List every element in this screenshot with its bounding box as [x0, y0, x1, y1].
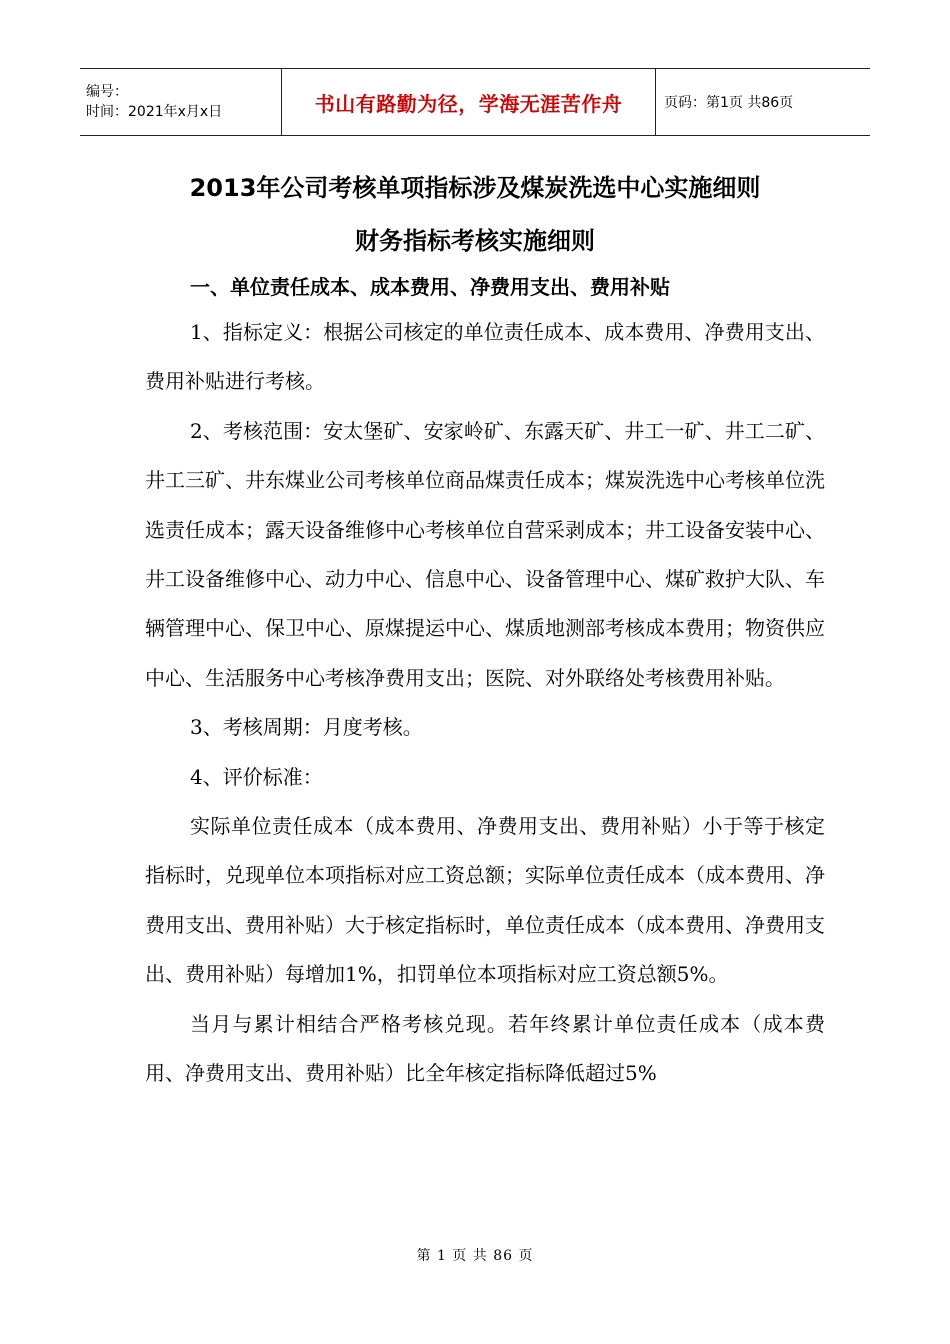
paragraph-standard-detail: 实际单位责任成本（成本费用、净费用支出、费用补贴）小于等于核定指标时，兑现单位本项指标对应工资总额；实际单位责任成本（成本费用、净费用支出、费用补贴）大于核定指标时，单位责任成本（成本费用、净费用支出、费用补贴）每增加1%，扣罚单位本项指标对应工资总额5%。	[145, 814, 825, 987]
section-heading: 一、单位责任成本、成本费用、净费用支出、费用补贴	[190, 275, 670, 299]
document-subtitle: 财务指标考核实施细则	[355, 227, 595, 255]
header-page-info: 页码：第1页 共86页	[664, 95, 794, 111]
body-text	[145, 308, 825, 1099]
page-footer: 第 1 页 共 86 页	[416, 1248, 534, 1264]
paragraph-assessment-scope: 2、考核范围：安太堡矿、安家岭矿、东露天矿、井工一矿、井工二矿、井工三矿、井东煤业公司考核单位商品煤责任成本；煤炭洗选中心考核单位洗选责任成本；露天设备维修中心考核单位自营采剥成本；井工设备安装中心、井工设备维修中心、动力中心、信息中心、设备管理中心、煤矿救护大队、车辆管理中心、保卫中心、原煤提运中心、煤质地测部考核成本费用；物资供应中心、生活服务中心考核净费用支出；医院、对外联络处考核费用补贴。	[145, 418, 825, 690]
paragraph-assessment-period: 3、考核周期：月度考核。	[190, 715, 423, 740]
document-title: 2013年公司考核单项指标涉及煤炭洗选中心实施细则	[189, 174, 761, 202]
document-header	[80, 68, 870, 136]
header-meta-cell	[80, 69, 282, 135]
document-number-label: 编号：	[86, 84, 128, 100]
paragraph-evaluation-standard: 4、评价标准：	[190, 764, 323, 789]
paragraph-indicator-definition: 1、指标定义：根据公司核定的单位责任成本、成本费用、净费用支出、费用补贴进行考核。	[145, 320, 825, 394]
header-motto: 书山有路勤为径，学海无涯苦作舟	[282, 69, 656, 135]
paragraph-cumulative-assessment: 当月与累计相结合严格考核兑现。若年终累计单位责任成本（成本费用、净费用支出、费用补贴）比全年核定指标降低超过5%	[145, 1011, 825, 1086]
document-date-label: 时间：2021年x月x日	[86, 104, 223, 120]
